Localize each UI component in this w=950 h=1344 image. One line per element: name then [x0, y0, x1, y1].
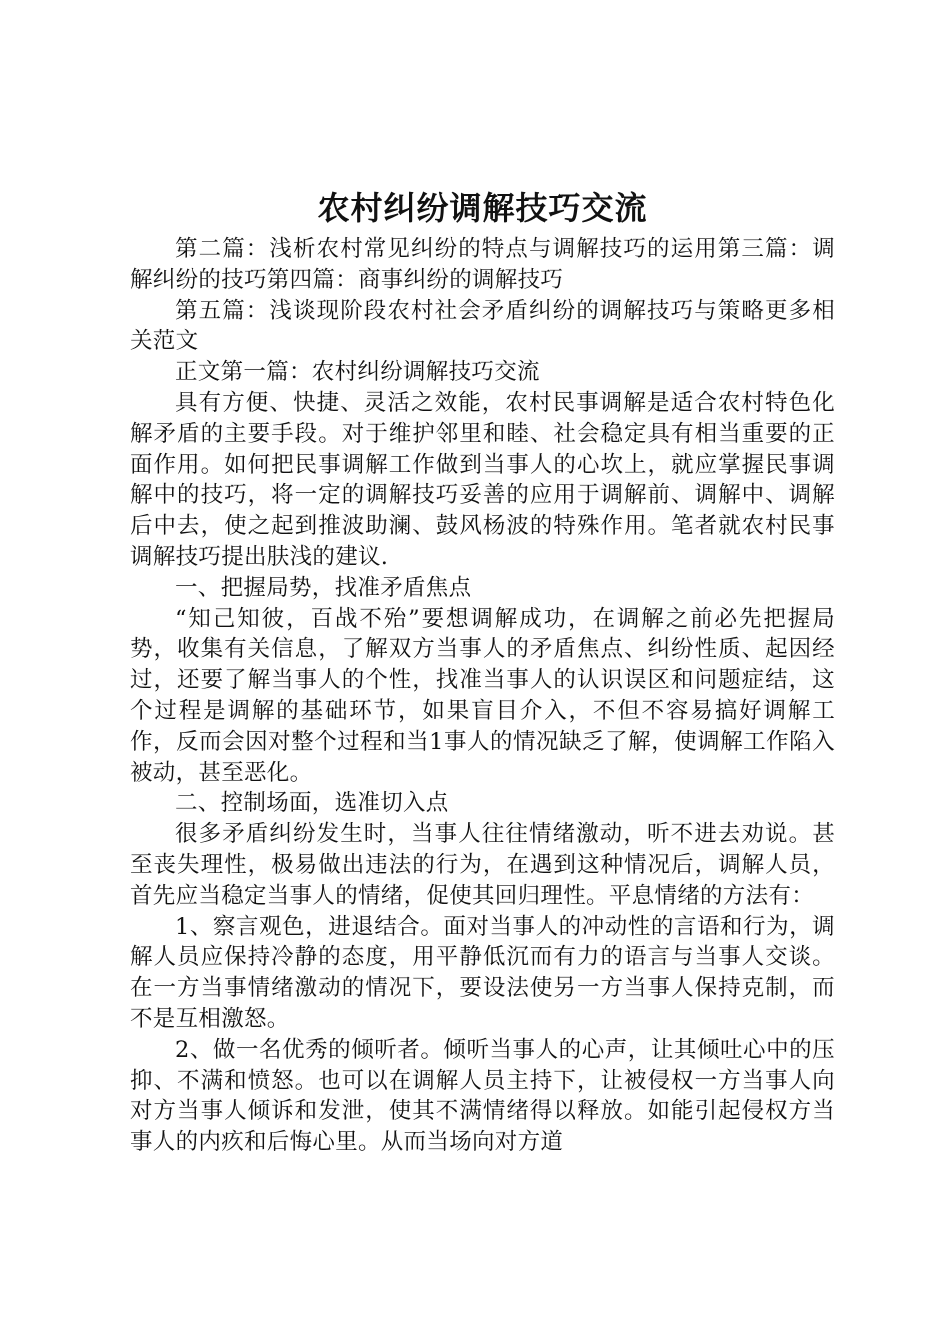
section-heading-one: 一、把握局势，找准矛盾焦点 [175, 574, 472, 601]
document-title: 农村纠纷调解技巧交流 [317, 189, 648, 227]
paragraph-item-one: 1、察言观色，进退结合。面对当事人的冲动性的言语和行为，调解人员应保持冷静的态度，用平静低沉而有力的语言与当事人交谈。在一方当事情绪激动的情况下，要设法使另一方当事人保持克制，而不是互相激怒。 [130, 913, 835, 1032]
paragraph-section-two: 很多矛盾纠纷发生时，当事人往往情绪激动，听不进去劝说。甚至丧失理性，极易做出违法的行为，在遇到这种情况后，调解人员，首先应当稳定当事人的情绪，促使其回归理性。平息情绪的方法有： [130, 821, 835, 909]
paragraph-main-heading: 正文第一篇：农村纠纷调解技巧交流 [175, 359, 540, 386]
document-page [130, 186, 835, 1158]
section-heading-two: 二、控制场面，选准切入点 [175, 790, 449, 817]
paragraph-intro: 具有方便、快捷、灵活之效能，农村民事调解是适合农村特色化解矛盾的主要手段。对于维护邻里和睦、社会稳定具有相当重要的正面作用。如何把民事调解工作做到当事人的心坎上，就应掌握民事调解中的技巧，将一定的调解技巧妥善的应用于调解前、调解中、调解后中去，使之起到推波助澜、鼓风杨波的特殊作用。笔者就农村民事调解技巧提出肤浅的建议. [130, 389, 835, 570]
paragraph-item-two: 2、做一名优秀的倾听者。倾听当事人的心声，让其倾吐心中的压抑、不满和愤怒。也可以在调解人员主持下，让被侵权一方当事人向对方当事人倾诉和发泄，使其不满情绪得以释放。如能引起侵权方当事人的内疚和后悔心里。从而当场向对方道 [130, 1036, 835, 1156]
paragraph-chapter-list: 第二篇：浅析农村常见纠纷的特点与调解技巧的运用第三篇：调解纠纷的技巧第四篇：商事纠纷的调解技巧 [130, 236, 835, 293]
paragraph-chapter-five: 第五篇：浅谈现阶段农村社会矛盾纠纷的调解技巧与策略更多相关范文 [130, 297, 835, 355]
paragraph-section-one: “知己知彼，百战不殆”要想调解成功，在调解之前必先把握局势，收集有关信息，了解双方当事人的矛盾焦点、纠纷性质、起因经过，还要了解当事人的个性，找准当事人的认识误区和问题症结，这个过程是调解的基础环节，如果盲目介入，不但不容易搞好调解工作，反而会因对整个过程和当1事人的情况缺乏了解，使调解工作陷入被动，甚至恶化。 [130, 605, 835, 786]
